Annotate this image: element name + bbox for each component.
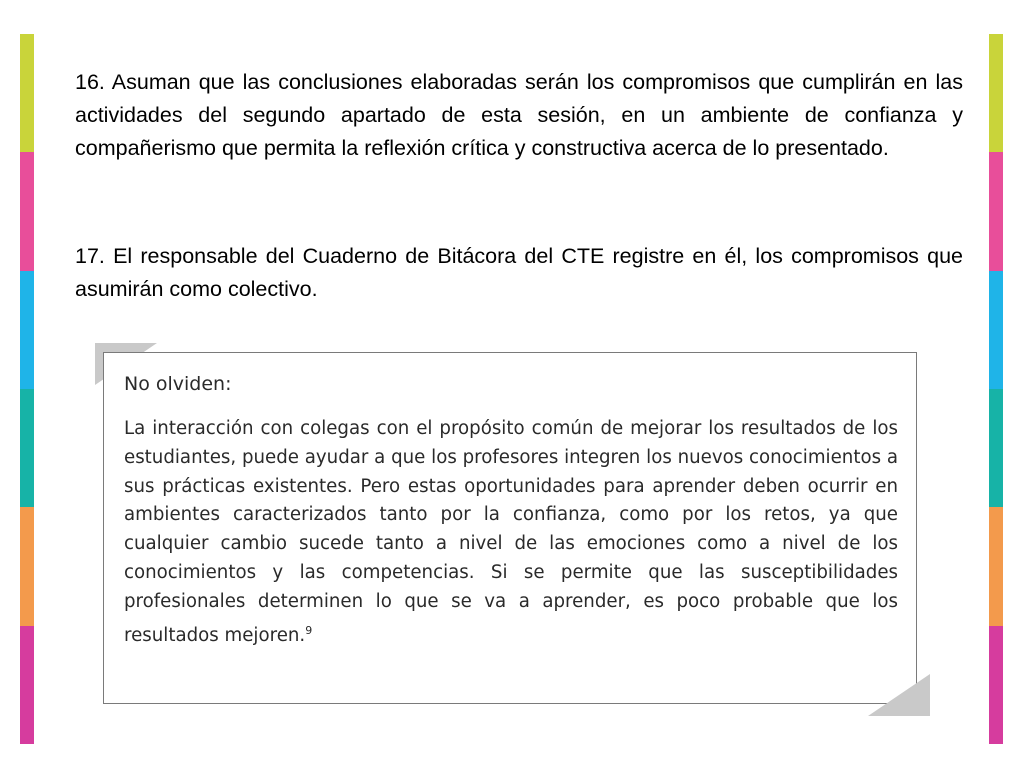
right-bar-segment bbox=[989, 507, 1003, 625]
paragraph-16: 16. Asuman que las conclusiones elaboradas serán los compromisos que cumplirán en las actividades del segundo apartado de esta sesión, en un ambiente de confianza y compañerismo que permita la reflexión crítica y constructiva acerca de lo presentado. bbox=[75, 70, 963, 160]
footnote-mark: 9 bbox=[305, 623, 313, 637]
right-bar-segment bbox=[989, 389, 1003, 507]
left-bar-segment bbox=[20, 389, 34, 507]
note-box bbox=[103, 352, 917, 704]
right-color-bar bbox=[989, 34, 1003, 744]
note-body-text: La interacción con colegas con el propósito común de mejorar los resultados de los estudiantes, puede ayudar a que los profesores integren los nuevos conocimientos a sus prácticas existentes. Pero estas oportunidades para aprender deben ocurrir en ambientes caracterizados tanto por la confianza, como por los retos, ya que cualquier cambio sucede tanto a nivel de las emociones como a nivel de los conocimientos y las competencias. Si se permite que las susceptibilidades profesionales determinen lo que se va a aprender, es poco probable que los resultados mejoren. bbox=[124, 418, 898, 646]
paragraph-17: 17. El responsable del Cuaderno de Bitácora del CTE registre en él, los compromisos que asumirán como colectivo. bbox=[75, 244, 963, 301]
left-bar-segment bbox=[20, 34, 34, 152]
left-bar-segment bbox=[20, 152, 34, 270]
left-color-bar bbox=[20, 34, 34, 744]
corner-fold-bottom-right bbox=[868, 674, 930, 716]
right-bar-segment bbox=[989, 271, 1003, 389]
left-bar-segment bbox=[20, 626, 34, 744]
left-bar-segment bbox=[20, 507, 34, 625]
left-bar-segment bbox=[20, 271, 34, 389]
corner-fold-shape bbox=[868, 674, 930, 716]
note-body bbox=[124, 415, 898, 650]
note-title: No olviden: bbox=[124, 373, 232, 395]
right-bar-segment bbox=[989, 152, 1003, 270]
right-bar-segment bbox=[989, 34, 1003, 152]
right-bar-segment bbox=[989, 626, 1003, 744]
